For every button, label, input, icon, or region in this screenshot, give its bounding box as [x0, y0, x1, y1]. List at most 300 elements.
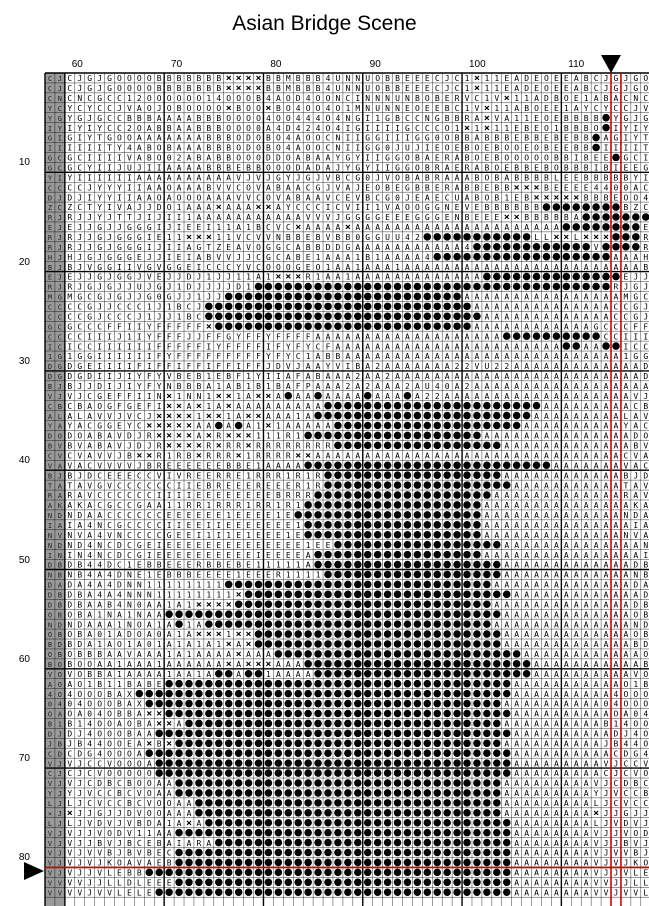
stitch-symbol: A	[206, 153, 212, 163]
stitch-symbol: O	[146, 103, 152, 113]
stitch-symbol	[424, 769, 432, 777]
stitch-symbol	[404, 630, 412, 638]
stitch-symbol	[563, 253, 571, 261]
stitch-symbol: V	[107, 481, 112, 491]
stitch-symbol: B	[176, 570, 182, 580]
side-strip-symbol: V	[47, 760, 53, 769]
stitch-symbol	[314, 521, 322, 529]
stitch-symbol: A	[97, 580, 103, 590]
stitch-symbol: A	[405, 451, 410, 461]
stitch-symbol	[453, 581, 461, 589]
stitch-symbol: A	[544, 511, 549, 521]
stitch-symbol: A	[623, 520, 629, 530]
stitch-symbol: ×	[513, 182, 520, 194]
stitch-symbol: E	[216, 461, 222, 471]
stitch-symbol: A	[474, 302, 480, 312]
stitch-symbol: A	[504, 342, 510, 352]
stitch-symbol: J	[77, 779, 83, 789]
stitch-symbol: E	[256, 530, 261, 540]
stitch-symbol: J	[77, 193, 83, 203]
stitch-symbol	[384, 293, 392, 301]
stitch-symbol	[424, 660, 432, 668]
stitch-symbol	[324, 740, 332, 748]
stitch-symbol	[344, 690, 352, 698]
stitch-symbol: G	[355, 173, 361, 183]
stitch-symbol	[394, 511, 402, 519]
stitch-symbol: Y	[97, 123, 103, 133]
stitch-symbol	[473, 581, 481, 589]
stitch-symbol: O	[424, 94, 430, 104]
side-strip-symbol: C	[47, 452, 53, 461]
stitch-symbol	[324, 779, 332, 787]
stitch-symbol: B	[295, 233, 301, 243]
stitch-symbol: A	[583, 451, 589, 461]
stitch-symbol: I	[77, 143, 83, 153]
stitch-symbol: A	[603, 312, 609, 322]
stitch-symbol: 2	[126, 123, 132, 133]
stitch-symbol: G	[87, 749, 93, 759]
stitch-symbol	[245, 303, 253, 311]
stitch-symbol: G	[87, 282, 93, 292]
stitch-symbol: O	[97, 729, 103, 739]
stitch-symbol: N	[136, 580, 142, 590]
side-strip-symbol: N	[57, 95, 63, 104]
stitch-symbol: A	[77, 709, 83, 719]
stitch-symbol: A	[534, 689, 539, 699]
stitch-symbol	[424, 740, 432, 748]
stitch-symbol: 4	[335, 123, 341, 133]
stitch-symbol: A	[305, 372, 311, 382]
stitch-symbol: ×	[176, 410, 183, 422]
stitch-symbol: J	[107, 213, 112, 223]
stitch-symbol: ×	[215, 599, 222, 611]
stitch-symbol: A	[553, 441, 559, 451]
stitch-symbol	[364, 640, 372, 648]
stitch-symbol	[602, 273, 610, 281]
stitch-symbol	[453, 740, 461, 748]
stitch-symbol	[225, 769, 233, 777]
stitch-symbol	[463, 551, 471, 559]
stitch-symbol: A	[305, 391, 311, 401]
stitch-symbol	[324, 481, 332, 489]
side-strip-symbol: J	[57, 849, 63, 858]
stitch-symbol: ×	[156, 410, 163, 422]
stitch-symbol: I	[186, 481, 192, 491]
stitch-symbol: B	[583, 173, 589, 183]
stitch-symbol	[503, 849, 511, 857]
stitch-symbol: J	[643, 282, 649, 292]
stitch-symbol	[255, 849, 263, 857]
stitch-symbol	[443, 432, 451, 440]
stitch-symbol: B	[305, 84, 311, 94]
stitch-symbol: V	[97, 848, 103, 858]
stitch-symbol	[404, 293, 412, 301]
stitch-symbol	[483, 233, 491, 241]
stitch-symbol: B	[474, 193, 480, 203]
stitch-symbol: 1	[246, 501, 251, 511]
stitch-symbol: Y	[285, 203, 291, 213]
stitch-symbol: C	[77, 312, 83, 322]
stitch-symbol: A	[146, 719, 152, 729]
stitch-symbol	[275, 620, 283, 628]
stitch-symbol: E	[275, 520, 281, 530]
stitch-symbol	[414, 680, 422, 688]
stitch-symbol: ×	[305, 450, 312, 462]
stitch-symbol: A	[454, 391, 460, 401]
stitch-symbol: ×	[205, 232, 212, 244]
stitch-symbol: A	[524, 491, 530, 501]
stitch-symbol: A	[77, 580, 83, 590]
stitch-symbol: O	[87, 699, 93, 709]
stitch-symbol: 1	[325, 262, 331, 272]
stitch-symbol: J	[444, 74, 450, 84]
stitch-symbol	[175, 759, 183, 767]
side-strip-symbol: C	[47, 402, 53, 411]
stitch-symbol: A	[534, 749, 539, 759]
stitch-symbol: B	[603, 173, 609, 183]
stitch-symbol: A	[146, 630, 152, 640]
stitch-symbol: 0	[136, 600, 142, 610]
stitch-symbol	[384, 501, 392, 509]
stitch-symbol: G	[395, 163, 400, 173]
stitch-symbol	[294, 720, 302, 728]
stitch-symbol: O	[395, 173, 400, 183]
stitch-symbol: F	[146, 401, 152, 411]
stitch-symbol	[195, 809, 203, 817]
stitch-symbol: ×	[553, 192, 560, 204]
side-strip-symbol: C	[57, 303, 63, 312]
stitch-symbol: V	[107, 451, 112, 461]
stitch-symbol	[255, 591, 263, 599]
stitch-symbol: O	[156, 153, 162, 163]
stitch-symbol	[245, 740, 253, 748]
stitch-symbol: B	[186, 570, 192, 580]
stitch-symbol: B	[206, 123, 212, 133]
stitch-symbol	[245, 680, 253, 688]
stitch-symbol: 1	[375, 203, 381, 213]
stitch-symbol	[404, 640, 412, 648]
stitch-symbol: U	[484, 362, 490, 372]
stitch-symbol: R	[295, 481, 301, 491]
stitch-symbol: E	[166, 560, 172, 570]
stitch-symbol: C	[87, 421, 93, 431]
stitch-symbol: V	[117, 461, 122, 471]
stitch-symbol: A	[444, 272, 450, 282]
stitch-symbol: A	[553, 411, 559, 421]
stitch-symbol	[424, 779, 432, 787]
stitch-symbol	[394, 839, 402, 847]
stitch-symbol: A	[603, 302, 609, 312]
stitch-symbol: A	[534, 421, 539, 431]
stitch-symbol: B	[315, 372, 321, 382]
stitch-symbol: B	[126, 709, 132, 719]
stitch-symbol: 4	[633, 739, 639, 749]
stitch-symbol: E	[176, 560, 182, 570]
stitch-symbol	[424, 640, 432, 648]
stitch-symbol: O	[414, 203, 420, 213]
stitch-symbol: V	[474, 103, 480, 113]
stitch-symbol	[354, 551, 362, 559]
stitch-symbol: 4	[613, 699, 619, 709]
stitch-symbol: C	[454, 74, 460, 84]
stitch-symbol: B	[206, 74, 212, 84]
stitch-symbol	[225, 740, 233, 748]
stitch-symbol: O	[643, 729, 649, 739]
stitch-symbol	[215, 779, 223, 787]
stitch-symbol: A	[593, 610, 599, 620]
stitch-symbol: 4	[623, 739, 629, 749]
stitch-symbol: ×	[166, 390, 173, 402]
stitch-symbol	[374, 501, 382, 509]
stitch-symbol: G	[136, 233, 142, 243]
side-strip-symbol: C	[47, 750, 53, 759]
stitch-symbol	[364, 283, 372, 291]
stitch-symbol: A	[365, 372, 371, 382]
stitch-symbol	[314, 799, 322, 807]
stitch-symbol: 4	[305, 94, 311, 104]
stitch-symbol: A	[563, 838, 569, 848]
stitch-symbol: R	[444, 153, 450, 163]
stitch-symbol: A	[424, 342, 430, 352]
stitch-symbol: B	[405, 173, 410, 183]
side-strip-symbol: O	[47, 611, 53, 620]
stitch-symbol: A	[285, 401, 291, 411]
stitch-symbol: A	[335, 342, 341, 352]
stitch-symbol	[175, 769, 183, 777]
stitch-symbol	[265, 700, 273, 708]
stitch-symbol: 1	[166, 600, 172, 610]
stitch-symbol	[453, 610, 461, 618]
stitch-symbol: A	[107, 620, 112, 630]
stitch-symbol: V	[226, 183, 232, 193]
stitch-symbol	[225, 610, 233, 618]
stitch-symbol: O	[196, 193, 202, 203]
stitch-symbol	[304, 779, 312, 787]
stitch-symbol	[205, 859, 213, 867]
stitch-symbol: N	[385, 94, 390, 104]
stitch-symbol: A	[583, 570, 589, 580]
stitch-symbol: A	[553, 610, 559, 620]
stitch-symbol	[563, 283, 571, 291]
stitch-symbol: A	[583, 302, 589, 312]
stitch-symbol: I	[67, 520, 73, 530]
stitch-symbol: 1	[305, 481, 311, 491]
stitch-symbol: 4	[117, 590, 122, 600]
stitch-symbol: A	[285, 421, 291, 431]
stitch-symbol: B	[77, 560, 83, 570]
stitch-symbol: A	[454, 153, 460, 163]
stitch-symbol	[384, 442, 392, 450]
stitch-symbol: R	[275, 441, 281, 451]
stitch-symbol	[433, 660, 441, 668]
stitch-symbol: A	[544, 729, 549, 739]
stitch-symbol: O	[246, 123, 251, 133]
stitch-symbol	[473, 243, 481, 251]
stitch-symbol: O	[246, 153, 251, 163]
stitch-symbol: B	[295, 252, 301, 262]
stitch-symbol: 1	[345, 103, 351, 113]
stitch-symbol: G	[117, 292, 122, 302]
stitch-symbol	[473, 749, 481, 757]
stitch-symbol	[245, 769, 253, 777]
stitch-symbol	[354, 690, 362, 698]
stitch-symbol: G	[395, 153, 400, 163]
stitch-symbol: B	[583, 74, 589, 84]
stitch-symbol: D	[266, 153, 271, 163]
stitch-symbol	[453, 491, 461, 499]
stitch-symbol	[344, 561, 352, 569]
stitch-symbol	[503, 670, 511, 678]
stitch-symbol: A	[405, 223, 410, 233]
stitch-symbol	[344, 422, 352, 430]
stitch-symbol: B	[544, 163, 549, 173]
stitch-symbol: F	[295, 332, 301, 342]
side-strip-symbol: V	[47, 392, 53, 401]
stitch-symbol	[364, 293, 372, 301]
stitch-symbol: J	[633, 471, 639, 481]
stitch-symbol: J	[623, 729, 629, 739]
stitch-symbol	[424, 531, 432, 539]
stitch-symbol: B	[514, 203, 520, 213]
stitch-symbol: Y	[166, 352, 172, 362]
stitch-symbol: J	[136, 272, 142, 282]
stitch-symbol: I	[126, 262, 132, 272]
stitch-symbol: E	[275, 540, 281, 550]
stitch-symbol	[354, 769, 362, 777]
stitch-symbol	[175, 680, 183, 688]
stitch-symbol: Z	[67, 203, 73, 213]
stitch-symbol	[483, 670, 491, 678]
stitch-symbol	[175, 620, 183, 628]
stitch-symbol	[404, 561, 412, 569]
stitch-symbol	[414, 600, 422, 608]
stitch-symbol	[364, 471, 372, 479]
stitch-symbol: A	[573, 679, 579, 689]
stitch-symbol: N	[136, 610, 142, 620]
stitch-symbol: C	[67, 94, 73, 104]
stitch-symbol: I	[126, 173, 132, 183]
stitch-symbol: A	[146, 858, 152, 868]
stitch-symbol	[493, 660, 501, 668]
stitch-symbol	[563, 243, 571, 251]
stitch-symbol	[235, 322, 243, 330]
stitch-symbol	[612, 342, 620, 350]
stitch-symbol: C	[285, 223, 291, 233]
stitch-symbol: N	[375, 94, 381, 104]
stitch-symbol: B	[335, 173, 341, 183]
stitch-symbol: A	[246, 650, 251, 660]
side-strip-symbol: J	[57, 85, 63, 94]
stitch-symbol: O	[136, 759, 142, 769]
stitch-symbol	[364, 392, 372, 400]
stitch-symbol: A	[603, 679, 609, 689]
stitch-symbol: 4	[275, 123, 281, 133]
stitch-symbol	[394, 819, 402, 827]
stitch-symbol: A	[206, 640, 212, 650]
stitch-symbol: A	[593, 749, 599, 759]
stitch-symbol: A	[583, 342, 589, 352]
stitch-symbol	[414, 740, 422, 748]
stitch-symbol: R	[236, 501, 242, 511]
stitch-symbol	[304, 799, 312, 807]
stitch-symbol	[404, 809, 412, 817]
stitch-symbol: E	[166, 461, 172, 471]
stitch-symbol: V	[67, 838, 73, 848]
stitch-symbol: A	[534, 789, 539, 799]
stitch-symbol: V	[146, 272, 152, 282]
stitch-symbol: A	[593, 719, 599, 729]
stitch-symbol: ×	[513, 212, 520, 224]
stitch-symbol: A	[583, 391, 589, 401]
stitch-symbol	[364, 859, 372, 867]
stitch-symbol: O	[107, 729, 112, 739]
stitch-symbol	[285, 720, 293, 728]
stitch-symbol: F	[216, 332, 222, 342]
stitch-symbol	[255, 740, 263, 748]
stitch-symbol: D	[87, 471, 93, 481]
stitch-symbol	[205, 610, 213, 618]
stitch-symbol: A	[166, 113, 172, 123]
stitch-symbol	[195, 690, 203, 698]
stitch-symbol: G	[107, 84, 112, 94]
stitch-symbol	[473, 233, 481, 241]
stitch-symbol: B	[67, 471, 73, 481]
stitch-symbol: ×	[225, 659, 232, 671]
stitch-symbol: A	[196, 203, 202, 213]
stitch-symbol	[275, 779, 283, 787]
stitch-symbol	[384, 769, 392, 777]
stitch-symbol: I	[97, 342, 103, 352]
stitch-symbol: A	[563, 789, 569, 799]
stitch-symbol: T	[67, 481, 73, 491]
stitch-symbol: V	[633, 669, 639, 679]
stitch-symbol	[364, 809, 372, 817]
stitch-symbol: ×	[255, 390, 262, 402]
stitch-symbol: E	[136, 252, 142, 262]
stitch-symbol: ×	[225, 639, 232, 651]
stitch-symbol	[304, 461, 312, 469]
stitch-symbol: E	[136, 401, 142, 411]
stitch-symbol	[414, 859, 422, 867]
stitch-symbol	[324, 670, 332, 678]
stitch-symbol: 1	[305, 471, 311, 481]
stitch-symbol: A	[146, 759, 152, 769]
stitch-symbol: A	[136, 133, 142, 143]
stitch-symbol	[443, 650, 451, 658]
stitch-symbol: O	[256, 153, 261, 163]
stitch-symbol	[364, 759, 372, 767]
stitch-symbol: M	[67, 292, 73, 302]
stitch-symbol: Y	[87, 163, 93, 173]
stitch-symbol	[195, 789, 203, 797]
stitch-symbol	[205, 313, 213, 321]
stitch-symbol: A	[593, 729, 599, 739]
stitch-symbol: A	[573, 322, 579, 332]
stitch-symbol	[404, 461, 412, 469]
stitch-symbol	[533, 253, 541, 261]
stitch-symbol: I	[126, 193, 132, 203]
stitch-symbol: 4	[67, 689, 73, 699]
stitch-symbol: A	[375, 332, 381, 342]
stitch-symbol	[225, 829, 233, 837]
stitch-symbol: 4	[117, 600, 122, 610]
stitch-symbol: C	[623, 103, 629, 113]
stitch-symbol: I	[206, 342, 212, 352]
stitch-symbol: J	[117, 838, 122, 848]
stitch-symbol	[394, 690, 402, 698]
stitch-symbol: 1	[623, 352, 629, 362]
stitch-symbol: D	[643, 828, 649, 838]
